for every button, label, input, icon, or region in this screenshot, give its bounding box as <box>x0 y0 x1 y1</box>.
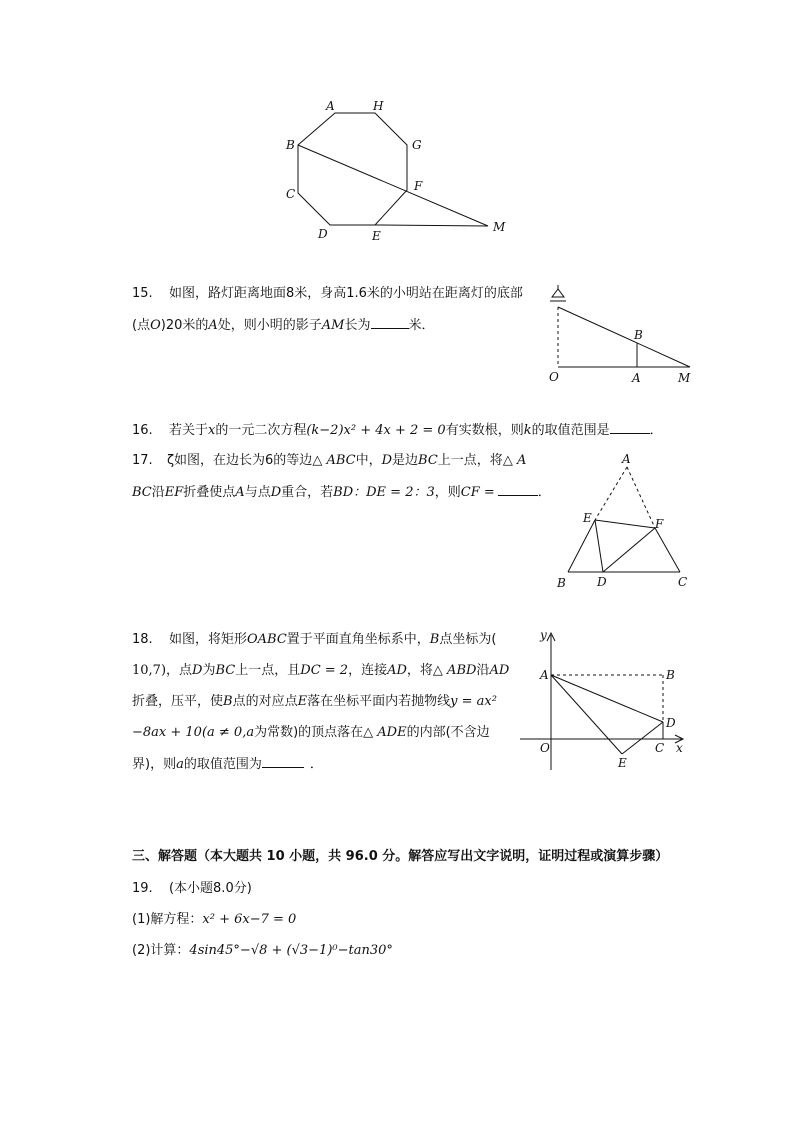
q17-line2: BC沿EF折叠使点A与点D重合，若BD：DE = 2：3，则CF = ． <box>132 485 551 500</box>
q18-line2: 10,7)，点D为BC上一点，且DC = 2，连接AD，将△ ABD沿AD <box>132 663 510 678</box>
label-y: y <box>540 628 547 642</box>
label-O: O <box>549 370 559 384</box>
q19-number: 19. <box>132 881 153 896</box>
label-B: B <box>666 668 675 682</box>
label-D: D <box>318 227 328 241</box>
label-A: A <box>326 99 335 113</box>
label-E: E <box>618 756 627 770</box>
label-M: M <box>678 371 691 385</box>
label-B: B <box>286 138 295 152</box>
answer-blank[interactable] <box>498 483 538 496</box>
label-E: E <box>583 511 592 525</box>
q16-line: 16. 若关于x的一元二次方程(k−2)x² + 4x + 2 = 0有实数根，则k的取值范围是 ． <box>132 423 663 438</box>
label-A: A <box>540 668 549 682</box>
q18-line4: −8ax + 10(a ≠ 0,a为常数)的顶点落在△ ADE的内部(不含边 <box>132 725 490 740</box>
q18-number: 18. <box>132 632 153 647</box>
q17-number: 17. <box>132 453 153 468</box>
q18-line5: 界)，则a的取值范围为 ． <box>132 757 323 772</box>
q15-line2: (点O)20米的A处，则小明的影子AM长为 米． <box>132 318 435 333</box>
q16-number: 16. <box>132 423 153 438</box>
q19-part1: (1)解方程：x² + 6x−7 = 0 <box>132 912 297 927</box>
label-O: O <box>540 741 550 755</box>
label-x: x <box>676 741 683 755</box>
label-F: F <box>414 179 423 193</box>
label-B: B <box>557 576 566 590</box>
label-C: C <box>655 741 665 755</box>
q19-part2: (2)计算：4sin45°−√8 + (√3−1)⁰−tan30° <box>132 943 393 958</box>
label-C: C <box>678 575 688 589</box>
label-D: D <box>666 716 676 730</box>
streetlight-figure <box>540 285 700 390</box>
label-B: B <box>634 328 643 342</box>
triangle-fold-figure <box>550 450 700 595</box>
coordinate-fold-figure <box>520 625 700 775</box>
answer-blank[interactable] <box>262 755 304 768</box>
q15-number: 15. <box>132 286 153 301</box>
label-E: E <box>372 229 381 243</box>
label-A: A <box>632 371 641 385</box>
q19-header: 19. (本小题8.0分) <box>132 881 252 896</box>
section-three-heading: 三、解答题（本大题共 10 小题，共 96.0 分。解答应写出文字说明，证明过程或演算步骤） <box>132 849 669 864</box>
label-F: F <box>655 517 664 531</box>
q15-line1: 15. 如图，路灯距离地面8米，身高1.6米的小明站在距离灯的底部 <box>132 286 523 301</box>
label-G: G <box>412 138 422 152</box>
label-H: H <box>373 99 384 113</box>
q18-line3: 折叠，压平，使B点的对应点E落在坐标平面内若抛物线y = ax² <box>132 694 497 709</box>
label-M: M <box>493 220 506 234</box>
label-A: A <box>622 452 631 466</box>
answer-blank[interactable] <box>371 316 409 329</box>
label-C: C <box>286 187 296 201</box>
label-D: D <box>597 575 607 589</box>
octagon-figure <box>280 95 520 245</box>
q18-line1: 18. 如图，将矩形OABC置于平面直角坐标系中，B点坐标为( <box>132 632 497 647</box>
answer-blank[interactable] <box>610 421 650 434</box>
q17-line1: 17. ζ如图，在边长为6的等边△ ABC中，D是边BC上一点，将△ A <box>132 453 527 468</box>
